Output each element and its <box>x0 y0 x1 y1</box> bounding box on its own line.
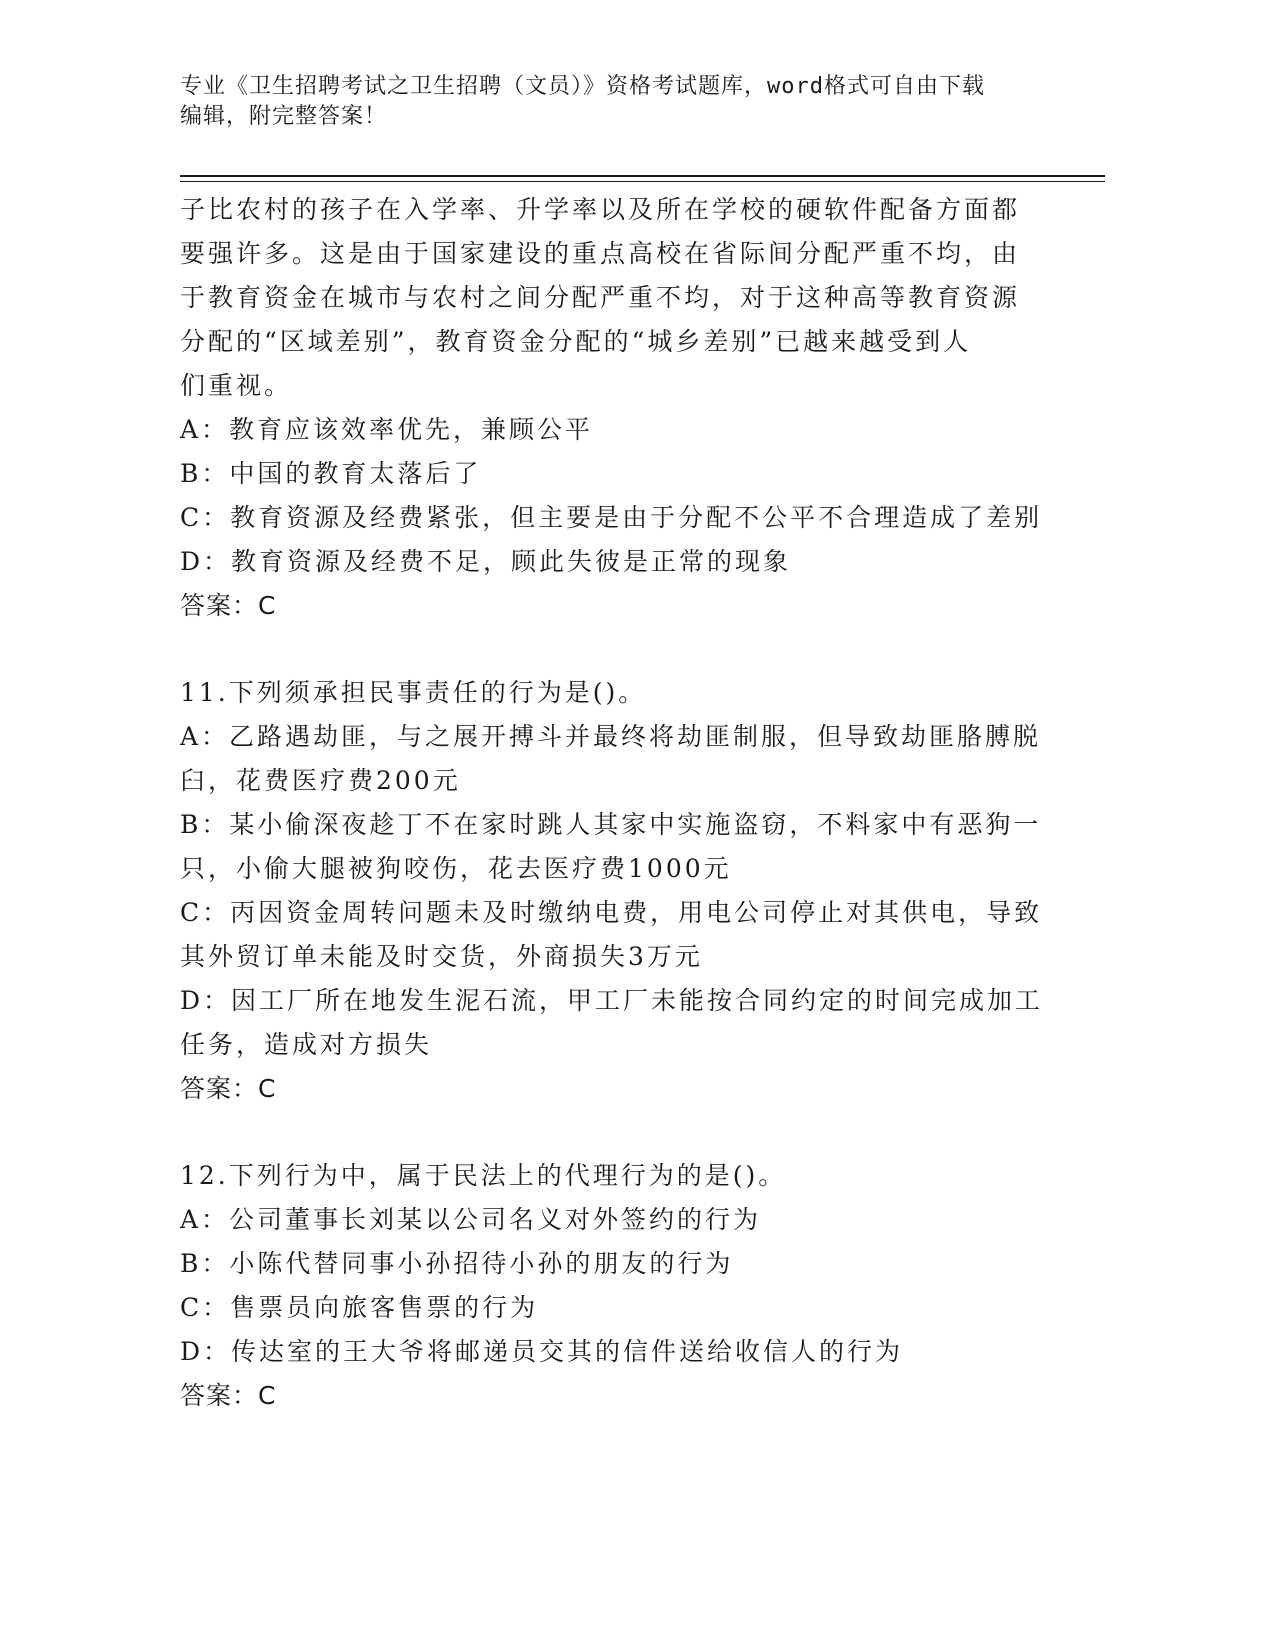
question-text-line: 子比农村的孩子在入学率、升学率以及所在学校的硬软件配备方面都 <box>180 195 1021 224</box>
question-title: 12.下列行为中，属于民法上的代理行为的是()。 <box>180 1161 787 1190</box>
option-b: B：小陈代替同事小孙招待小孙的朋友的行为 <box>180 1249 734 1278</box>
option-d: D：传达室的王大爷将邮递员交其的信件送给收信人的行为 <box>180 1337 904 1366</box>
option-a: A：公司董事长刘某以公司名义对外签约的行为 <box>180 1205 762 1234</box>
spacer <box>180 628 1040 671</box>
question-text-line: 分配的“区域差别”，教育资金分配的“城乡差别”已越来越受到人 <box>180 327 972 356</box>
option-a: A：教育应该效率优先，兼顾公平 <box>180 415 594 444</box>
option-b-continued: 只，小偷大腿被狗咬伤，花去医疗费1000元 <box>180 854 732 883</box>
option-c: C：教育资源及经费紧张，但主要是由于分配不公平不合理造成了差别 <box>180 503 1043 532</box>
question-block-continued <box>180 188 1043 628</box>
question-text-line: 于教育资金在城市与农村之间分配严重不均，对于这种高等教育资源 <box>180 283 1021 312</box>
option-d: D：教育资源及经费不足，顾此失彼是正常的现象 <box>180 547 792 576</box>
document-body <box>180 188 1044 1418</box>
spacer <box>180 1111 1040 1154</box>
option-c: C：丙因资金周转问题未及时缴纳电费，用电公司停止对其供电，导致 <box>180 898 1043 927</box>
document-header <box>180 72 1060 132</box>
question-title: 11.下列须承担民事责任的行为是()。 <box>180 678 647 707</box>
header-divider-thin <box>180 181 1105 182</box>
answer-label: 答案：C <box>180 591 277 620</box>
option-a-continued: 臼，花费医疗费200元 <box>180 766 461 795</box>
option-b: B：某小偷深夜趁丁不在家时跳人其家中实施盗窃，不料家中有恶狗一 <box>180 810 1042 839</box>
question-block-12 <box>180 1154 1040 1418</box>
question-text-line: 们重视。 <box>180 371 293 400</box>
option-a: A：乙路遇劫匪，与之展开搏斗并最终将劫匪制服，但导致劫匪胳膊脱 <box>180 722 1042 751</box>
option-c-continued: 其外贸订单未能及时交货，外商损失3万元 <box>180 942 703 971</box>
option-d: D：因工厂所在地发生泥石流，甲工厂未能按合同约定的时间完成加工 <box>180 986 1044 1015</box>
question-block-11 <box>180 671 1044 1111</box>
header-divider-thick <box>180 175 1105 177</box>
header-line-1: 专业《卫生招聘考试之卫生招聘（文员）》资格考试题库，word格式可自由下载 <box>180 74 985 99</box>
header-line-2: 编辑，附完整答案！ <box>180 104 388 129</box>
answer-label: 答案：C <box>180 1381 277 1410</box>
option-d-continued: 任务，造成对方损失 <box>180 1030 433 1059</box>
option-c: C：售票员向旅客售票的行为 <box>180 1293 539 1322</box>
question-text-line: 要强许多。这是由于国家建设的重点高校在省际间分配严重不均，由 <box>180 239 1021 268</box>
answer-label: 答案：C <box>180 1074 277 1103</box>
option-b: B：中国的教育太落后了 <box>180 459 482 488</box>
